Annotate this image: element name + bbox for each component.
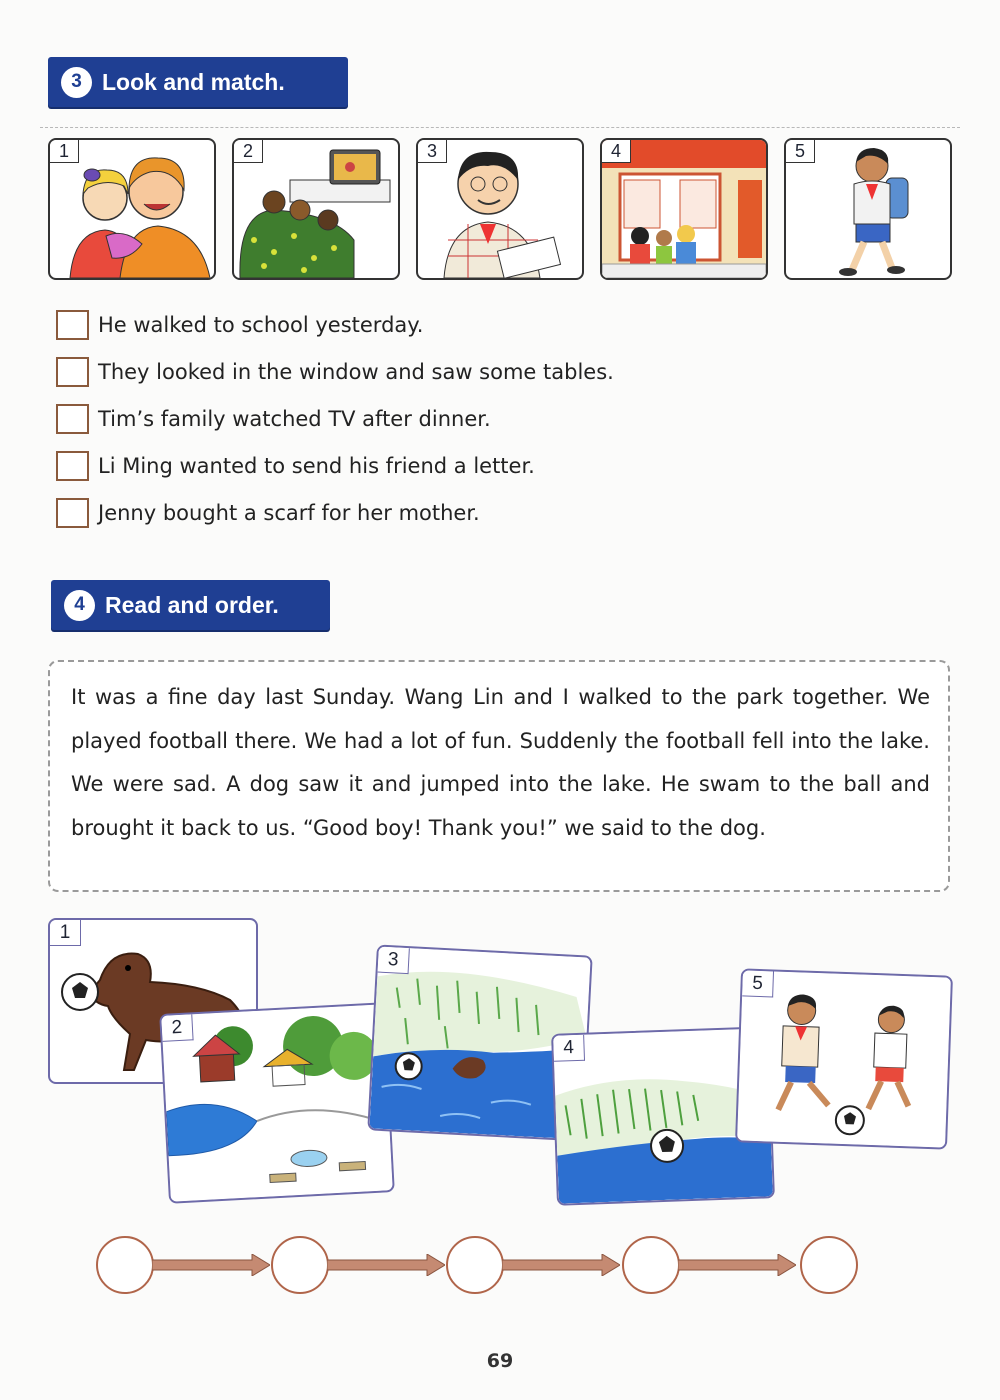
picture-number: 3 <box>378 947 410 975</box>
answer-box[interactable] <box>56 404 89 434</box>
match-picture-5[interactable] <box>784 138 952 280</box>
section-4-number: 4 <box>64 590 95 621</box>
match-sentence-3 <box>56 402 491 436</box>
picture-number: 4 <box>602 140 631 163</box>
picture-number: 5 <box>742 970 774 997</box>
answer-box[interactable] <box>56 310 89 340</box>
picture-number: 1 <box>50 140 79 163</box>
section-3-title <box>48 57 348 107</box>
answer-box[interactable] <box>56 451 89 481</box>
order-circle-1[interactable] <box>96 1236 154 1294</box>
match-picture-1[interactable] <box>48 138 216 280</box>
match-picture-2[interactable] <box>232 138 400 280</box>
sentence-text: Li Ming wanted to send his friend a letter. <box>98 454 535 478</box>
section-4-title <box>51 580 330 630</box>
section-4-heading: Read and order. <box>105 591 279 618</box>
picture-number: 4 <box>553 1035 585 1062</box>
picture-number: 2 <box>161 1014 193 1042</box>
sentence-text: Jenny bought a scarf for her mother. <box>98 501 480 525</box>
section-3-heading: Look and match. <box>102 68 285 95</box>
picture-number: 1 <box>50 920 81 946</box>
story-picture-5[interactable] <box>735 968 953 1149</box>
match-sentence-1 <box>56 308 423 342</box>
answer-box[interactable] <box>56 357 89 387</box>
answer-box[interactable] <box>56 498 89 528</box>
order-arrow <box>502 1254 620 1276</box>
picture-number: 5 <box>786 140 815 163</box>
order-arrow <box>327 1254 445 1276</box>
picture-number: 2 <box>234 140 263 163</box>
page-number: 69 <box>486 1350 514 1372</box>
sentence-text: He walked to school yesterday. <box>98 313 424 337</box>
order-circle-2[interactable] <box>271 1236 329 1294</box>
section-3-number: 3 <box>61 67 92 98</box>
section-divider <box>40 127 960 128</box>
story-picture-2[interactable] <box>159 1002 395 1204</box>
match-picture-3[interactable] <box>416 138 584 280</box>
order-arrow <box>152 1254 270 1276</box>
match-sentence-5 <box>56 496 480 530</box>
sentence-text: They looked in the window and saw some tables. <box>98 360 614 384</box>
order-circle-4[interactable] <box>622 1236 680 1294</box>
park-scene-icon <box>161 1004 392 1201</box>
match-sentence-2 <box>56 355 614 389</box>
match-picture-4[interactable] <box>600 138 768 280</box>
match-sentence-4 <box>56 449 535 483</box>
reading-passage: It was a fine day last Sunday. Wang Lin and I walked to the park together. We played football there. We had a lot of fun. Suddenly the football fell into the lake. We were sad. A dog saw it and jumped into the lake. He swam to the ball and brought it back to us. “Good boy! Thank you!” we said to the dog. <box>48 660 950 892</box>
order-circle-3[interactable] <box>446 1236 504 1294</box>
order-circle-5[interactable] <box>800 1236 858 1294</box>
order-arrow <box>678 1254 796 1276</box>
picture-number: 3 <box>418 140 447 163</box>
sentence-text: Tim’s family watched TV after dinner. <box>98 407 491 431</box>
